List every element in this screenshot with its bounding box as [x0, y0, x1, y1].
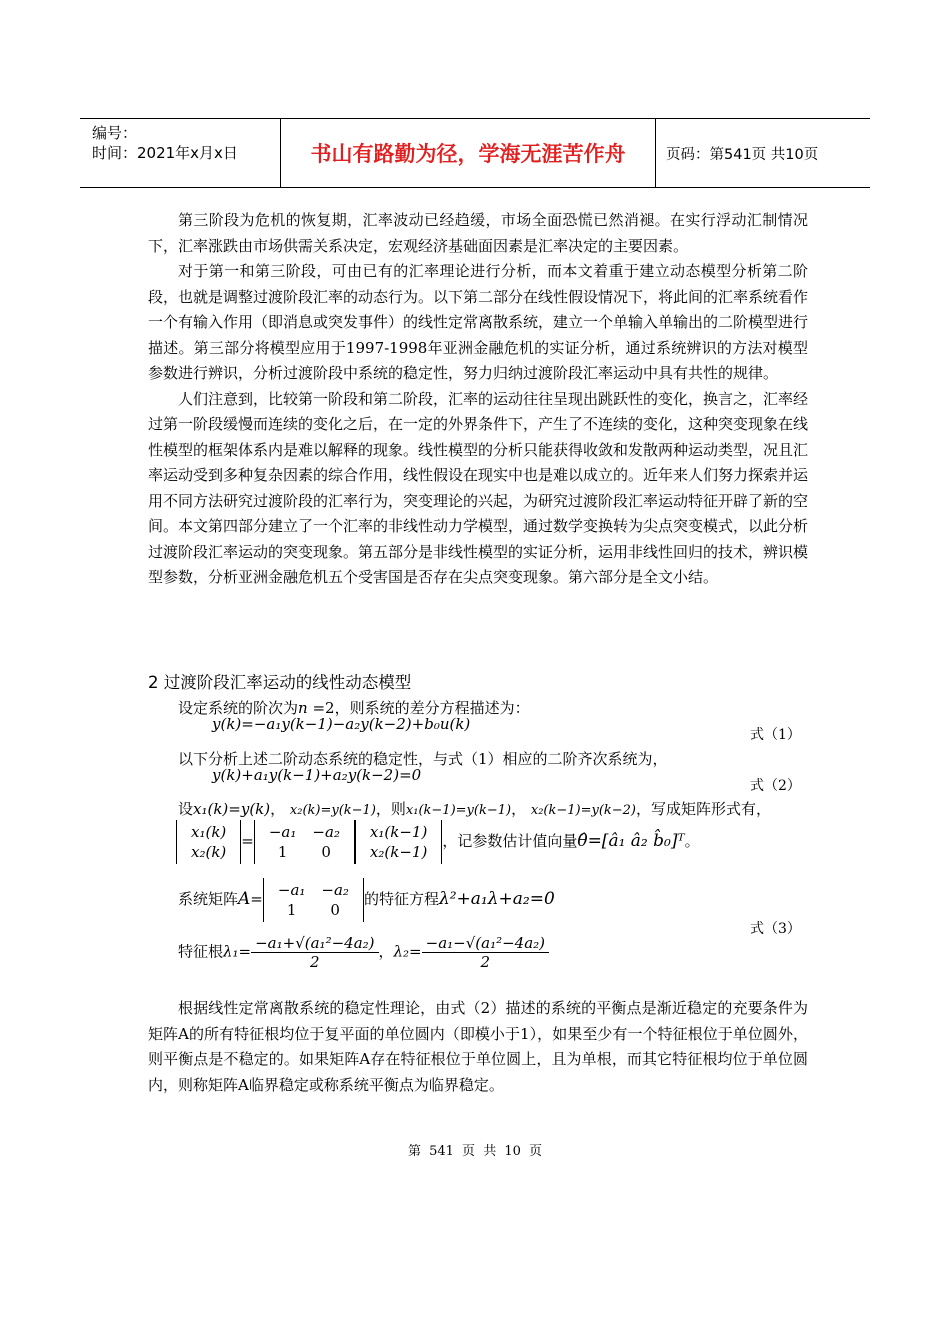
paragraph-3: 人们注意到，比较第一阶段和第二阶段，汇率的运动往往呈现出跳跃性的变化，换言之，汇率经过第一阶段缓慢而连续的变化之后，在一定的外界条件下，产生了不连续的变化，这种突变现象在线性模型的框架体系内是难以解释的现象。线性模型的分析只能获得收敛和发散两种运动类型，况且汇率运动受到多种复杂因素的综合作用，线性假设在现实中也是难以成立的。近年来人们努力探索并运用不同方法研究过渡阶段的汇率行为，突变理论的兴起，为研究过渡阶段汇率运动特征开辟了新的空间。本文第四部分建立了一个汇率的非线性动力学模型，通过数学变换转为尖点突变模式，以此分析过渡阶段汇率运动的突变现象。第五部分是非线性模型的实证分析，运用非线性回归的技术，辨识模型参数，分析亚洲金融危机五个受害国是否存在尖点突变现象。第六部分是全文小结。	[148, 389, 809, 586]
lhs-vector: x₁(k) x₂(k)	[176, 820, 241, 864]
equation-1-tag: 式（1）	[750, 727, 801, 743]
roots-line: 特征根λ₁= $\frac{\text{−a₁+√(a₁²−4a₂)}}{2}$ ，λ₂= $\frac{\text{−a₁−√(a₁²−4a₂)}}{2}$	[178, 934, 549, 971]
equation-3: λ²+a₁λ+a₂=0	[438, 889, 555, 909]
parameter-vector: θ̂=[â₁ â₂ b̂₀]ᵀ	[577, 831, 685, 851]
paragraph-1: 第三阶段为危机的恢复期，汇率波动已经趋缓，市场全面恐慌已然消褪。在实行浮动汇制情况下，汇率涨跌由市场供需关系决定，宏观经济基础面因素是汇率决定的主要因素。	[148, 211, 808, 255]
stability-paragraph: 根据线性定常离散系统的稳定性理论，由式（2）描述的系统的平衡点是渐近稳定的充要条件为矩阵A的所有特征根均位于复平面的单位圆内（即模小于1），如果至少有一个特征根位于单位圆外，则平衡点是不稳定的。如果矩阵A存在特征根位于单位圆上，且为单根，而其它特征根均位于单位圆内，则称矩阵A临界稳定或称系统平衡点为临界稳定。	[148, 999, 808, 1094]
matrix-a: −a₁ −a₂ 1 0	[263, 878, 364, 922]
root-2: $\frac{\text{−a₁−√(a₁²−4a₂)}}{2}$	[422, 934, 549, 971]
homogeneous-line: 以下分析上述二阶动态系统的稳定性，与式（1）相应的二阶齐次系统为，	[178, 750, 668, 768]
equation-2: y(k)+a₁y(k−1)+a₂y(k−2)=0	[212, 766, 422, 784]
char-equation-line: 系统矩阵A= −a₁ −a₂ 1 0 的特征方程λ²+a₁λ+a₂=0	[178, 878, 555, 922]
root-1: $\frac{\text{−a₁+√(a₁²−4a₂)}}{2}$	[251, 934, 378, 971]
code-label: 编号：	[92, 124, 138, 142]
header-motto: 书山有路勤为径，学海无涯苦作舟	[280, 119, 656, 187]
page-footer: 第 541 页 共 10 页	[407, 1144, 543, 1159]
page-header	[80, 118, 870, 188]
equation-1: y(k)=−a₁y(k−1)−a₂y(k−2)+b₀u(k)	[212, 715, 471, 733]
system-matrix: −a₁ −a₂ 1 0	[254, 820, 355, 864]
state-definition-line: 设x₁(k)=y(k)， x₂(k)=y(k−1)，则x₁(k−1)=y(k−1)， x₂(k−1)=y(k−2)，写成矩阵形式有，	[178, 800, 772, 818]
order-line: 设定系统的阶次为n =2，则系统的差分方程描述为：	[178, 699, 530, 717]
header-page-info: 页码：第541页 共10页	[666, 146, 819, 163]
equation-2-tag: 式（2）	[750, 778, 801, 794]
rhs-vector: x₁(k−1) x₂(k−1)	[355, 820, 442, 864]
equation-3-tag: 式（3）	[750, 921, 801, 937]
intro-paragraphs	[148, 208, 808, 591]
header-meta	[92, 123, 238, 163]
section-heading: 2 过渡阶段汇率运动的线性动态模型	[148, 673, 412, 692]
paragraph-2: 对于第一和第三阶段，可由已有的汇率理论进行分析，而本文着重于建立动态模型分析第二阶段，也就是调整过渡阶段汇率的动态行为。以下第二部分在线性假设情况下，将此间的汇率系统看作一个有输入作用（即消息或突发事件）的线性定常离散系统，建立一个单输入单输出的二阶模型进行描述。第三部分将模型应用于1997-1998年亚洲金融危机的实证分析，通过系统辨识的方法对模型参数进行辨识，分析过渡阶段中系统的稳定性，努力归纳过渡阶段汇率运动中具有共性的规律。	[148, 262, 809, 382]
date-line: 时间：2021年x月x日	[92, 144, 238, 162]
matrix-equation: x₁(k) x₂(k) = −a₁ −a₂ 1 0 x₁(k−1) x₂(k−1) ，记参数估计值向量θ̂=[â₁ â₂ b̂₀]ᵀ。	[176, 820, 700, 864]
